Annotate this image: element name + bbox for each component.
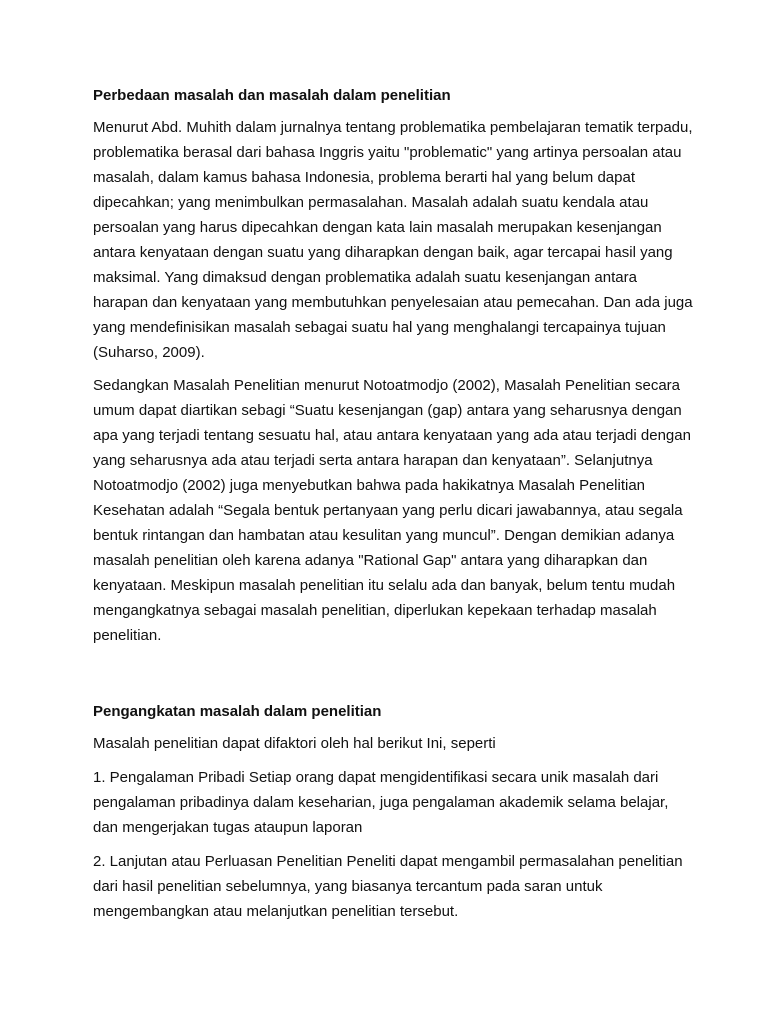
list-item-pengalaman-pribadi: 1. Pengalaman Pribadi Setiap orang dapat mengidentifikasi secara unik masalah dari pengalaman pribadinya dalam keseharian, juga pengalaman akademik selama belajar, dan mengerjakan tugas ataupun laporan — [93, 769, 669, 836]
section-heading-perbedaan-masalah: Perbedaan masalah dan masalah dalam penelitian — [93, 87, 451, 104]
list-item-lanjutan-penelitian: 2. Lanjutan atau Perluasan Penelitian Peneliti dapat mengambil permasalahan penelitian dari hasil penelitian sebelumnya, yang biasanya tercantum pada saran untuk mengembangkan atau melanjutkan penelitian tersebut. — [93, 853, 683, 920]
section-heading-pengangkatan-masalah: Pengangkatan masalah dalam penelitian — [93, 703, 382, 720]
paragraph-definisi-masalah: Menurut Abd. Muhith dalam jurnalnya tentang problematika pembelajaran tematik terpadu, problematika berasal dari bahasa Inggris yaitu "problematic" yang artinya persoalan atau masalah, dalam kamus bahasa Indonesia, problema berarti hal yang belum dapat dipecahkan; yang menimbulkan permasalahan. Masalah adalah suatu kendala atau persoalan yang harus dipecahkan dengan kata lain masalah merupakan kesenjangan antara kenyataan dengan suatu yang diharapkan dengan baik, agar tercapai hasil yang maksimal. Yang dimaksud dengan problematika adalah suatu kesenjangan antara harapan dan kenyataan yang membutuhkan penyelesaian atau pemecahan. Dan ada juga yang mendefinisikan masalah sebagai suatu hal yang menghalangi tercapainya tujuan (Suharso, 2009). — [93, 119, 693, 361]
paragraph-intro-faktor: Masalah penelitian dapat difaktori oleh hal berikut Ini, seperti — [93, 735, 496, 752]
paragraph-masalah-penelitian: Sedangkan Masalah Penelitian menurut Notoatmodjo (2002), Masalah Penelitian secara umum dapat diartikan sebagi “Suatu kesenjangan (gap) antara yang seharusnya dengan apa yang terjadi tentang sesuatu hal, atau antara kenyataan yang ada atau terjadi dengan yang seharusnya ada atau terjadi serta antara harapan dan kenyataan”. Selanjutnya Notoatmodjo (2002) juga menyebutkan bahwa pada hakikatnya Masalah Penelitian Kesehatan adalah “Segala bentuk pertanyaan yang perlu dicari jawabannya, atau segala bentuk rintangan dan hambatan atau kesulitan yang muncul”. Dengan demikian adanya masalah penelitian oleh karena adanya "Rational Gap" antara yang diharapkan dan kenyataan. Meskipun masalah penelitian itu selalu ada dan banyak, belum tentu mudah mengangkatnya sebagai masalah penelitian, diperlukan kepekaan terhadap masalah penelitian. — [93, 377, 691, 644]
document-page — [93, 86, 693, 924]
